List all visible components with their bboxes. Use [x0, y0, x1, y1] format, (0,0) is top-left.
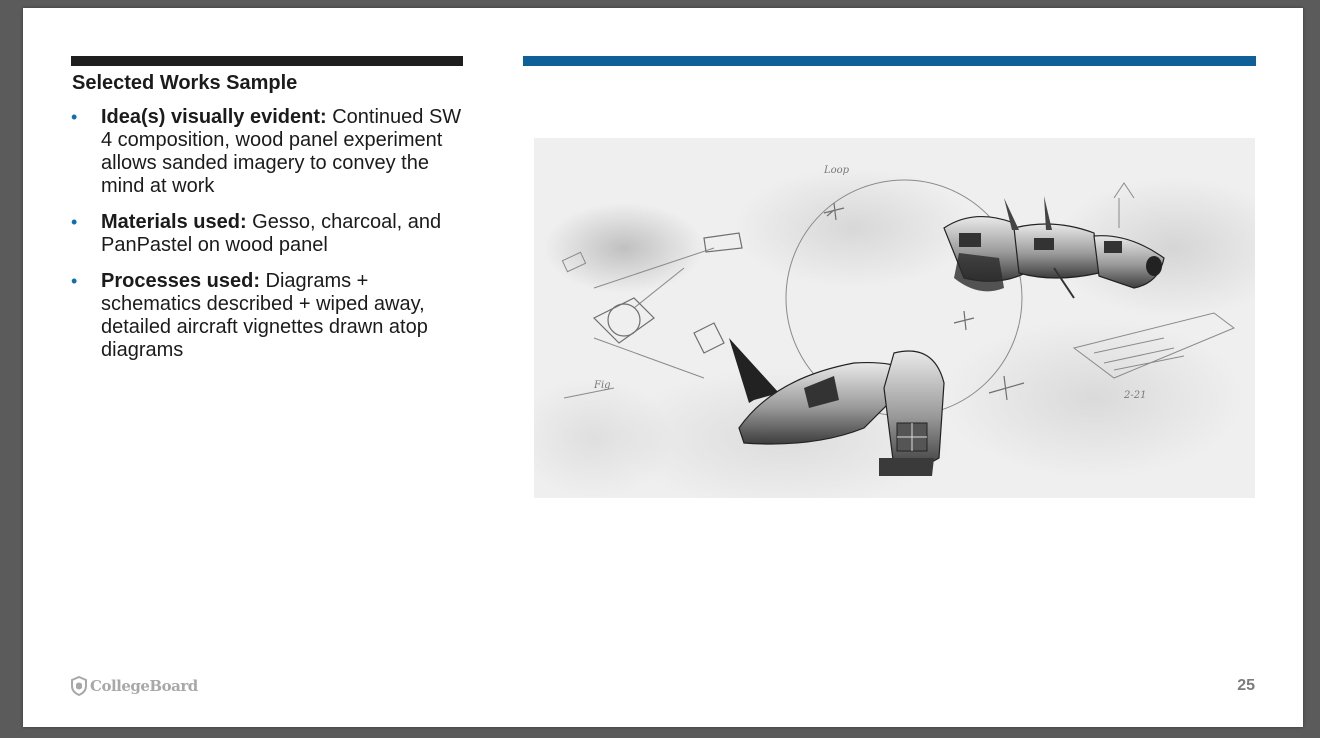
- artwork-note-loop: Loop: [824, 165, 850, 176]
- bullet-label: Materials used:: [101, 211, 253, 233]
- bullet-label: Processes used:: [101, 270, 266, 292]
- logo-text: CollegeBoard: [90, 677, 198, 695]
- artwork-drawing: [534, 138, 1255, 498]
- bullet-dot: •: [71, 271, 78, 291]
- left-header-bar: [71, 56, 463, 66]
- bullet-text: Gesso, charcoal, and PanPastel on wood panel: [101, 211, 442, 256]
- acorn-shield-icon: [70, 676, 88, 696]
- bullet-label: Idea(s) visually evident:: [101, 106, 333, 128]
- college-board-logo: [70, 676, 198, 696]
- page-number: 25: [1237, 677, 1255, 694]
- bullet-dot: •: [71, 212, 78, 232]
- artwork-note-fig: Fig: [594, 380, 611, 391]
- bullet-dot: •: [71, 107, 78, 127]
- artwork-note-number: 2-21: [1124, 390, 1147, 401]
- slide: [23, 8, 1303, 727]
- bullet-item: [71, 270, 471, 362]
- right-header-bar: [523, 56, 1256, 66]
- bullet-list: [71, 106, 471, 375]
- slide-heading: Selected Works Sample: [72, 72, 298, 94]
- bullet-text: Diagrams + schematics described + wiped away, detailed aircraft vignettes drawn atop diagrams: [101, 270, 428, 361]
- bullet-text: Continued SW 4 composition, wood panel experiment allows sanded imagery to convey the mind at work: [101, 106, 462, 197]
- bullet-item: [71, 106, 471, 198]
- bullet-item: [71, 211, 471, 257]
- artwork-image: [534, 138, 1255, 498]
